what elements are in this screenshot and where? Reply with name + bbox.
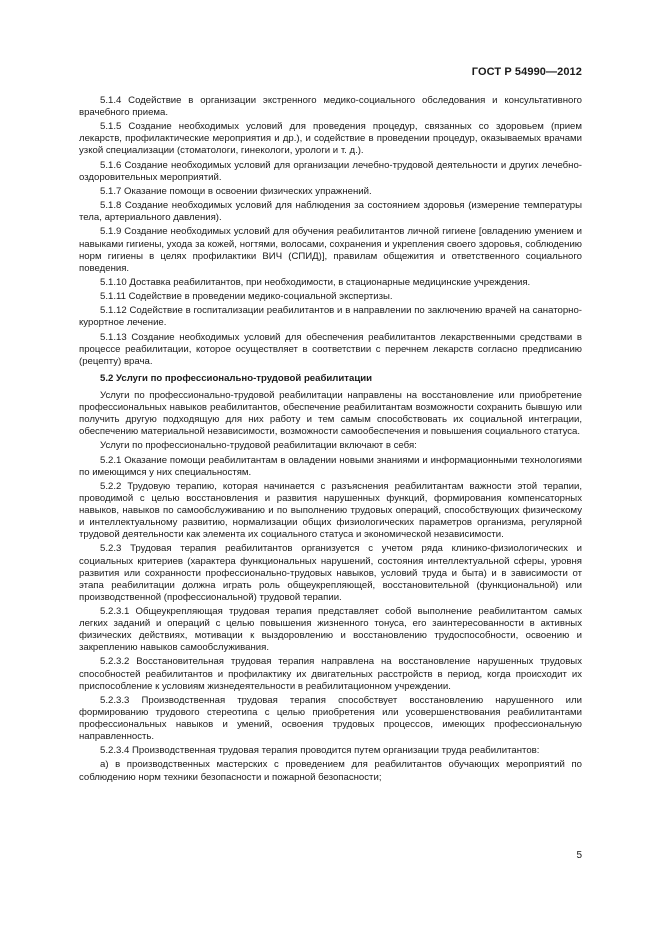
paragraph-5-1-6: 5.1.6 Создание необходимых условий для организации лечебно-трудовой деятельности и других лечебно-оздоровительных мероприятий. xyxy=(79,159,582,183)
paragraph-5-1-12: 5.1.12 Содействие в госпитализации реабилитантов и в направлении по заключению врачей на санаторно-курортное лечение. xyxy=(79,305,582,329)
paragraph-5-2-includes: Услуги по профессионально-трудовой реабилитации включают в себя: xyxy=(100,440,417,452)
paragraph-5-2-1: 5.2.1 Оказание помощи реабилитантам в овладении новыми знаниями и информационными технологиями по имеющимся у них специальностям. xyxy=(79,454,582,478)
paragraph-5-1-10: 5.1.10 Доставка реабилитантов, при необходимости, в стационарные медицинские учреждения. xyxy=(100,276,531,288)
section-heading-5-2: 5.2 Услуги по профессионально-трудовой реабилитации xyxy=(100,372,373,384)
paragraph-5-1-11: 5.1.11 Содействие в проведении медико-социальной экспертизы. xyxy=(100,291,393,303)
paragraph-5-1-7: 5.1.7 Оказание помощи в освоении физических упражнений. xyxy=(100,185,372,197)
document-body xyxy=(79,95,582,786)
paragraph-5-2-3-4: 5.2.3.4 Производственная трудовая терапия проводится путем организации труда реабилитантов: xyxy=(100,745,540,757)
page-number: 5 xyxy=(576,850,582,861)
paragraph-5-2-3: 5.2.3 Трудовая терапия реабилитантов организуется с учетом ряда клинико-физиологических и социальных критериев (характера функциональных нарушений, состояния интеллектуальной сферы, уровня развития или сохранности профессионально-трудовых навыков, условий труда и быта) и в зависимости от этапа реабилитации должна играть роль общеукрепляющей, восстановительной (функциональной) или производственной (профессиональной) трудовой терапии. xyxy=(79,543,582,603)
paragraph-5-1-4: 5.1.4 Содействие в организации экстренного медико-социального обследования и консультативного врачебного приема. xyxy=(79,95,582,119)
paragraph-5-2-3-4-a: а) в производственных мастерских с проведением для реабилитантов обучающих мероприятий по соблюдению норм техники безопасности и пожарной безопасности; xyxy=(79,759,582,783)
paragraph-5-1-9: 5.1.9 Создание необходимых условий для обучения реабилитантов личной гигиене [овладению умением и навыками гигиены, ухода за кожей, ногтями, волосами, сохранения и укрепления своего здоровья, соблюдению норм гигиены в целях профилактики ВИЧ (СПИД)], правилам общежития и ответственного социального поведения. xyxy=(79,226,582,274)
document-code-header: ГОСТ Р 54990—2012 xyxy=(471,66,582,78)
paragraph-5-2-3-1: 5.2.3.1 Общеукрепляющая трудовая терапия представляет собой выполнение реабилитантом самых легких заданий и операций с целью повышения жизненного тонуса, его заинтересованности в активных физических действиях, мотивации к выздоровлению и восстановлению трудоспособности, освоению и закреплению навыков самообслуживания. xyxy=(79,605,582,654)
paragraph-5-2-3-3: 5.2.3.3 Производственная трудовая терапия способствует восстановлению нарушенного или формированию трудового стереотипа с целью приобретения или усовершенствования реабилитантами профессиональных навыков и умений, освоения трудовых процессов, имеющих профессиональную направленность. xyxy=(79,694,582,743)
paragraph-5-2-3-2: 5.2.3.2 Восстановительная трудовая терапия направлена на восстановление нарушенных трудовых способностей реабилитантов и профилактику их двигательных расстройств в период, когда происходит их приспособление к условиям жизнедеятельности в реабилитационном учреждении. xyxy=(79,656,582,692)
paragraph-5-1-5: 5.1.5 Создание необходимых условий для проведения процедур, связанных со здоровьем (прием лекарств, профилактические мероприятия и др.), и содействие в проведении процедур, оказываемых врачами узкой специализации (стоматологи, гинекологи, урологи и т. д.). xyxy=(79,121,582,157)
paragraph-5-2-intro: Услуги по профессионально-трудовой реабилитации направлены на восстановление или приобретение профессиональных навыков реабилитантов, обеспечение реабилитантам возможности сохранить бывшую или получить другую подходящую для них работу и тем самым способствовать их социальной интеграции, обеспечению материальной независимости, возможности самообеспечения и повышения социального статуса. xyxy=(79,389,582,438)
paragraph-5-1-8: 5.1.8 Создание необходимых условий для наблюдения за состоянием здоровья (измерение температуры тела, артериального давления). xyxy=(79,200,582,224)
paragraph-5-2-2: 5.2.2 Трудовую терапию, которая начинается с разъяснения реабилитантам важности этой терапии, проводимой с целью восстановления и развития нарушенных функций, формирования компенсаторных навыков, навыков по самообслуживанию и по выполнению трудовых операций, способствующих физическому и интеллектуальному развитию, нормализации общих физиологических параметров организма, регулярной трудовой деятельности как элемента их социального статуса и экономической независимости. xyxy=(79,480,582,541)
paragraph-5-1-13: 5.1.13 Создание необходимых условий для обеспечения реабилитантов лекарственными средствами в процессе реабилитации, которое осуществляет в соответствии с перечнем лекарств согласно предписанию (рецепту) врача. xyxy=(79,331,582,367)
